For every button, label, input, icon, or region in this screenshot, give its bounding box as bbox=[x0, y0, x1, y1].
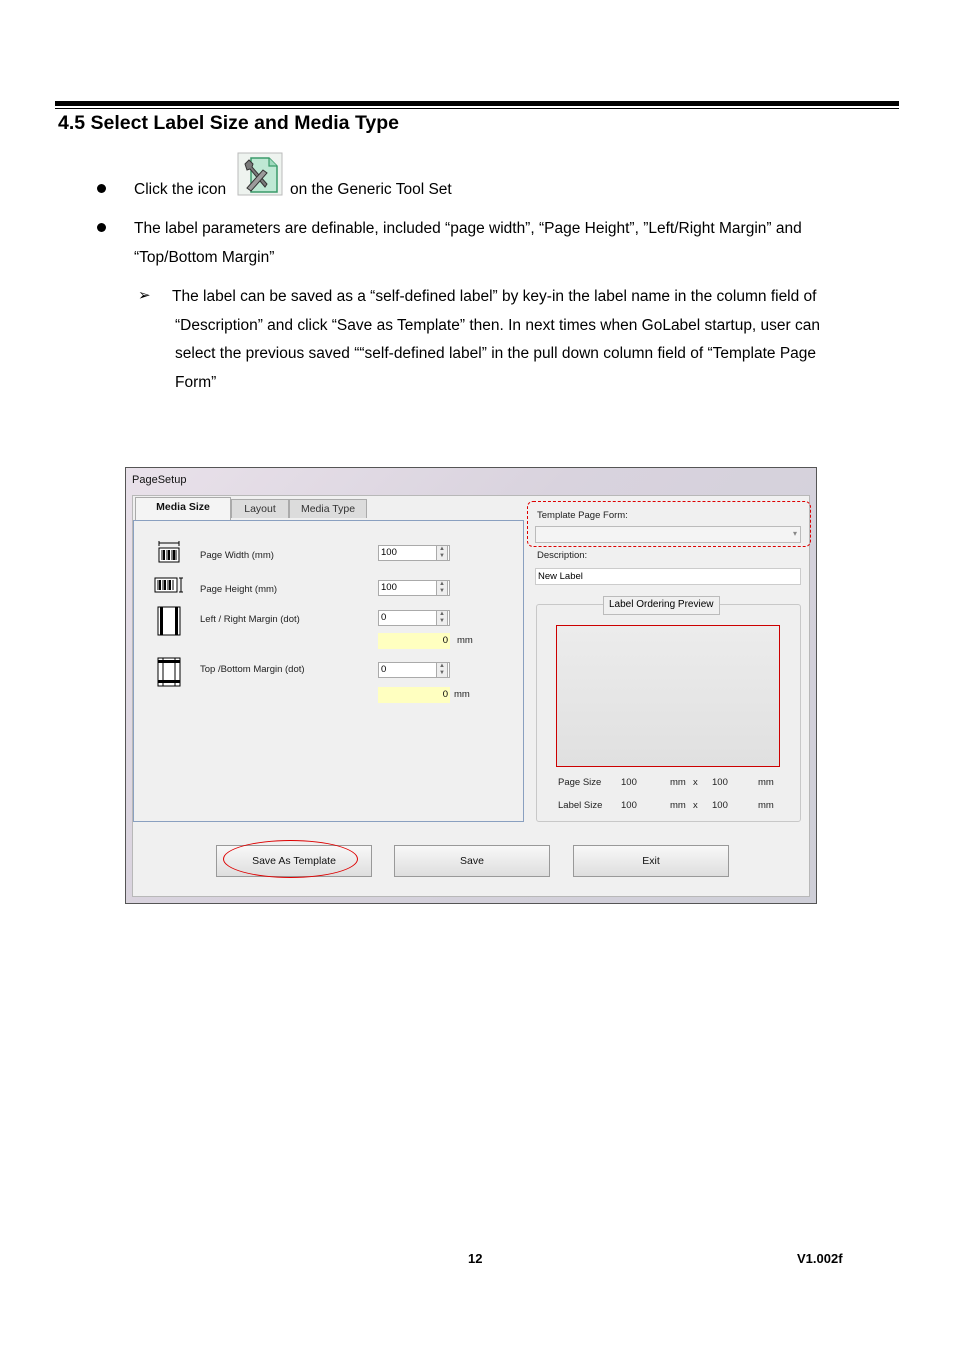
tab-layout[interactable]: Layout bbox=[231, 499, 289, 518]
lr-margin-input[interactable]: 0 bbox=[378, 610, 450, 626]
description-label: Description: bbox=[537, 550, 588, 561]
page-width-input[interactable]: 100 bbox=[378, 545, 450, 561]
page-size-unit1: mm bbox=[670, 777, 686, 788]
top-bottom-margin-icon bbox=[157, 657, 181, 692]
page-size-unit2: mm bbox=[758, 777, 774, 788]
lr-margin-mm-value: 0 bbox=[378, 633, 450, 649]
lr-margin-label: Left / Right Margin (dot) bbox=[200, 614, 300, 625]
dialog-title: PageSetup bbox=[132, 474, 187, 486]
preview-label-area bbox=[556, 625, 780, 767]
lr-margin-mm-unit: mm bbox=[457, 635, 473, 646]
page-setup-tool-icon bbox=[237, 152, 283, 196]
page-height-input[interactable]: 100 bbox=[378, 580, 450, 596]
label-size-height: 100 bbox=[712, 800, 728, 811]
label-ordering-preview-group bbox=[536, 599, 801, 822]
bullet2-line1: The label parameters are definable, included “page width”, “Page Height”, ”Left/Right Margin” and bbox=[134, 220, 802, 237]
page-size-height: 100 bbox=[712, 777, 728, 788]
page-height-label: Page Height (mm) bbox=[200, 584, 278, 595]
tb-margin-mm-value: 0 bbox=[378, 687, 450, 703]
dialog-client-area bbox=[132, 495, 810, 897]
page-setup-dialog bbox=[125, 467, 817, 904]
header-rule-thick bbox=[55, 101, 899, 106]
page-height-icon bbox=[154, 577, 184, 598]
page-width-spinner[interactable]: ▲ ▼ bbox=[436, 545, 448, 561]
tb-margin-spinner[interactable]: ▲ ▼ bbox=[436, 662, 448, 678]
media-size-panel bbox=[133, 520, 524, 822]
arrow-bullet-icon: ➢ bbox=[138, 287, 151, 304]
page-width-label: Page Width (mm) bbox=[200, 550, 274, 561]
bullet2-line2: “Top/Bottom Margin” bbox=[134, 249, 275, 266]
template-highlight-box bbox=[527, 501, 811, 547]
save-as-template-highlight bbox=[223, 840, 358, 878]
tab-media-type[interactable]: Media Type bbox=[289, 499, 367, 518]
label-size-times: x bbox=[693, 800, 698, 811]
subbullet-line3: select the previous saved ““self-defined label” in the pull down column field of “Template Page bbox=[175, 345, 817, 362]
save-button[interactable]: Save bbox=[394, 845, 550, 877]
page-height-spinner[interactable]: ▲ ▼ bbox=[436, 580, 448, 596]
tb-margin-label: Top /Bottom Margin (dot) bbox=[200, 664, 305, 675]
section-heading: 4.5 Select Label Size and Media Type bbox=[58, 112, 400, 134]
bullet1-text-after: on the Generic Tool Set bbox=[290, 181, 452, 198]
tb-margin-input[interactable]: 0 bbox=[378, 662, 450, 678]
page-size-times: x bbox=[693, 777, 698, 788]
template-page-form-label: Template Page Form: bbox=[537, 510, 628, 521]
tab-media-size[interactable]: Media Size bbox=[135, 497, 231, 520]
tab-strip bbox=[133, 496, 523, 520]
label-size-unit2: mm bbox=[758, 800, 774, 811]
label-size-label: Label Size bbox=[558, 800, 603, 811]
page-size-label: Page Size bbox=[558, 777, 602, 788]
header-rule-thin bbox=[55, 108, 899, 109]
subbullet-line4: Form” bbox=[175, 374, 217, 391]
label-size-unit1: mm bbox=[670, 800, 686, 811]
save-as-template-button[interactable]: Save As Template bbox=[216, 845, 372, 877]
subbullet-line2: “Description” and click “Save as Template” then. In next times when GoLabel startup, user can bbox=[175, 317, 820, 334]
label-size-width: 100 bbox=[621, 800, 637, 811]
left-right-margin-icon bbox=[157, 606, 181, 641]
description-input[interactable]: New Label bbox=[535, 568, 801, 585]
version-label: V1.002f bbox=[797, 1251, 843, 1266]
page-number: 12 bbox=[468, 1251, 483, 1266]
exit-button[interactable]: Exit bbox=[573, 845, 729, 877]
chevron-down-icon: ▾ bbox=[792, 529, 797, 538]
page-size-width: 100 bbox=[621, 777, 637, 788]
page-width-icon bbox=[158, 541, 180, 568]
lr-margin-spinner[interactable]: ▲ ▼ bbox=[436, 610, 448, 626]
bullet-dot bbox=[97, 223, 106, 232]
subbullet-line1: The label can be saved as a “self-defined label” by key-in the label name in the column field of bbox=[172, 288, 817, 305]
tb-margin-mm-unit: mm bbox=[454, 689, 470, 700]
preview-title: Label Ordering Preview bbox=[603, 596, 720, 615]
bullet-dot bbox=[97, 184, 106, 193]
bullet1-text-before: Click the icon bbox=[134, 181, 227, 198]
